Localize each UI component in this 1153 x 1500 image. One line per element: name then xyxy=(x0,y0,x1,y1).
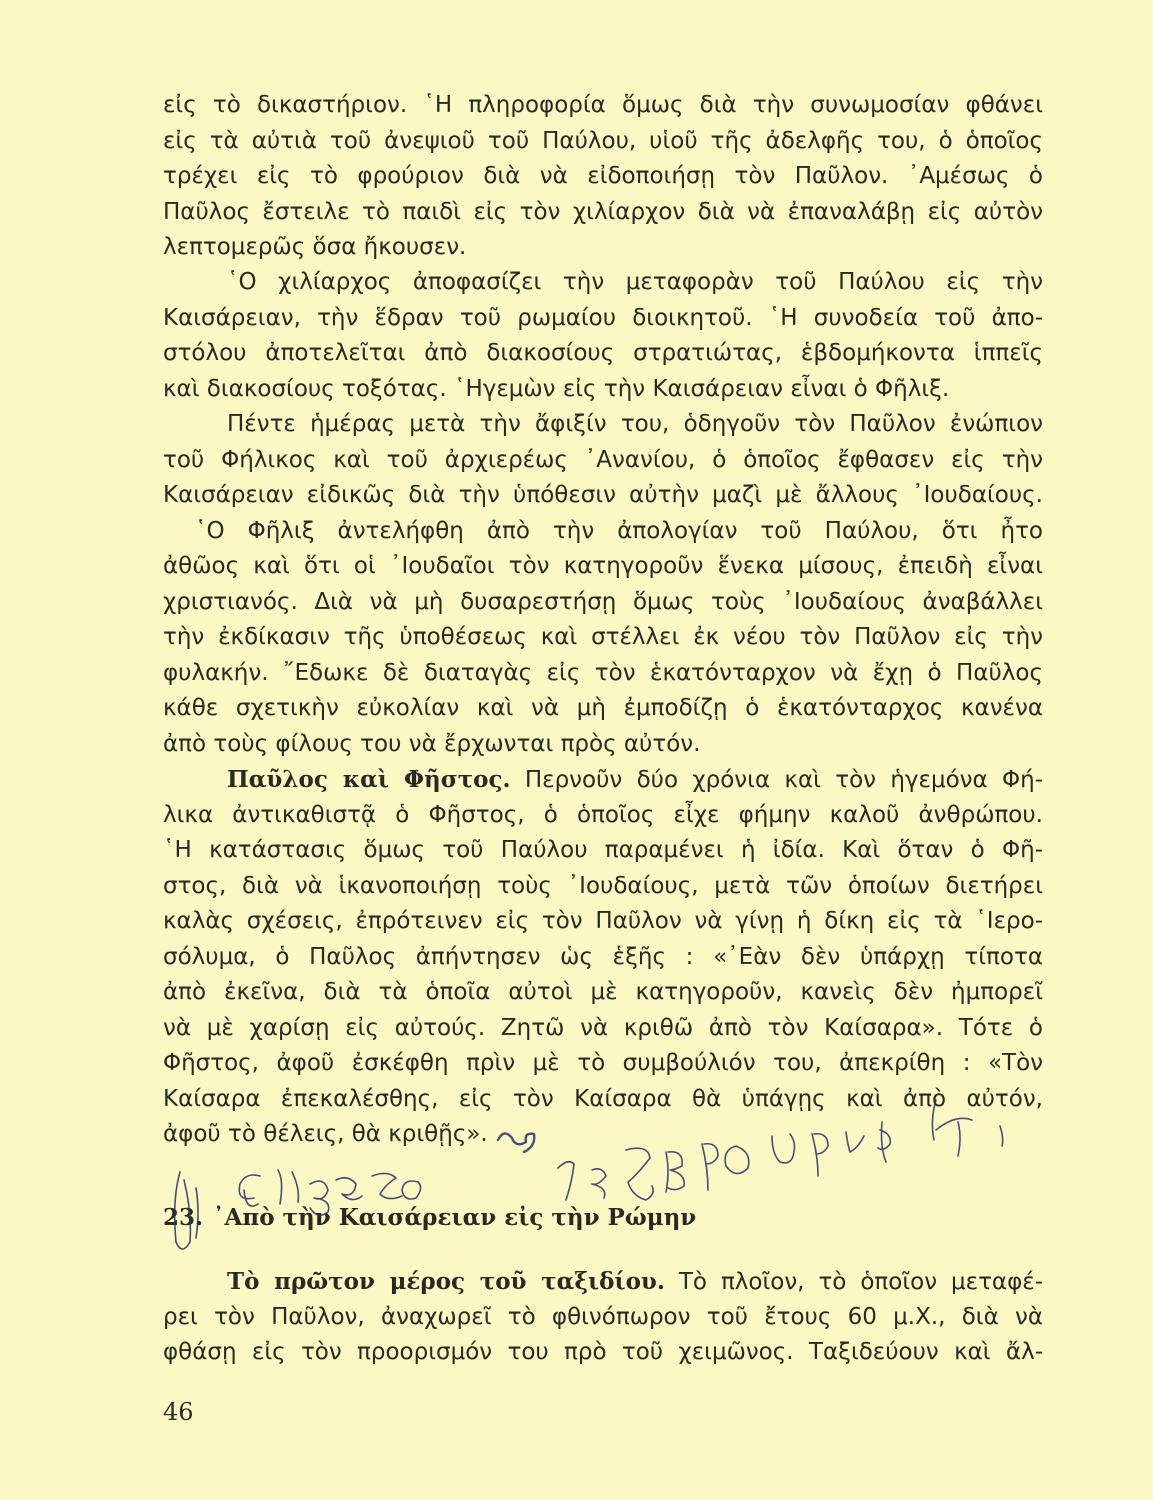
text-line: χριστιανός. Διὰ νὰ μὴ δυσαρεστήσῃ ὅμως τοὺς ᾿Ιουδαίους ἀναβάλλει xyxy=(163,588,1043,615)
chapter-number: 23. xyxy=(163,1204,204,1231)
text-line: εἰς τὰ αὐτιὰ τοῦ ἀνεψιοῦ τοῦ Παύλου, υἱοῦ τῆς ἀδελφῆς του, ὁ ὁποῖος xyxy=(163,127,1043,154)
text-line: Καίσαρα ἐπεκαλέσθης, εἰς τὸν Καίσαρα θὰ ὑπάγῃς καὶ ἀπὸ αὐτόν, xyxy=(163,1085,1043,1112)
text-line: φθάσῃ εἰς τὸν προορισμόν του πρὸ τοῦ χειμῶνος. Ταξιδεύουν καὶ ἄλ- xyxy=(163,1339,1043,1365)
chapter-title-text: ᾿Απὸ τὴν Καισάρειαν εἰς τὴν Ρώμην xyxy=(213,1204,697,1231)
paragraph-1 xyxy=(163,88,1043,266)
text-line: Παῦλος ἔστειλε τὸ παιδὶ εἰς τὸν χιλίαρχον διὰ νὰ ἐπαναλάβῃ εἰς αὐτὸν xyxy=(163,198,1043,225)
text-line: νὰ μὲ χαρίσῃ εἰς αὐτούς. Ζητῶ νὰ κριθῶ ἀπὸ τὸν Καίσαρα». Τότε ὁ xyxy=(163,1014,1043,1041)
text-line: στόλου ἀποτελεῖται ἀπὸ διακοσίους στρατιώτας, ἑβδομήκοντα ἱππεῖς xyxy=(163,340,1043,366)
text-line: λικα ἀντικαθιστᾷ ὁ Φῆστος, ὁ ὁποῖος εἶχε φήμην καλοῦ ἀνθρώπου. xyxy=(163,801,1043,828)
text-line: Καισάρειαν εἰδικῶς διὰ τὴν ὑπόθεσιν αὐτὴν μαζὶ μὲ ἄλλους ᾿Ιουδαίους. xyxy=(163,482,1043,508)
section-heading: Τὸ πρῶτον μέρος τοῦ ταξιδίου. xyxy=(227,1268,665,1295)
text-line: τὴν ἐκδίκασιν τῆς ὑποθέσεως καὶ στέλλει ἐκ νέου τὸν Παῦλον εἰς τὴν xyxy=(163,624,1043,650)
text-line: λεπτομερῶς ὅσα ἤκουσεν. xyxy=(163,234,467,260)
section-journey xyxy=(163,1264,1043,1371)
text-line: κάθε σχετικὴν εὐκολίαν καὶ νὰ μὴ ἐμποδίζῃ ὁ ἑκατόνταρχος κανένα xyxy=(163,695,1043,721)
text-line: ῾Ο χιλίαρχος ἀποφασίζει τὴν μεταφορὰν τοῦ Παύλου εἰς τὴν xyxy=(227,269,1043,295)
text-line: Φῆστος, ἀφοῦ ἐσκέφθη πρὶν μὲ τὸ συμβούλιόν του, ἀπεκρίθη : «Τὸν xyxy=(163,1050,1043,1076)
text-line: Πέντε ἡμέρας μετὰ τὴν ἄφιξίν του, ὁδηγοῦν τὸν Παῦλον ἐνώπιον xyxy=(227,411,1043,437)
page-number: 46 xyxy=(163,1398,194,1426)
text-line: ρει τὸν Παῦλον, ἀναχωρεῖ τὸ φθινόπωρον τοῦ ἔτους 60 μ.Χ., διὰ νὰ xyxy=(163,1303,1043,1330)
section-festus xyxy=(163,762,1043,1153)
text-line: εἰς τὸ δικαστήριον. ῾Η πληροφορία ὅμως διὰ τὴν συνωμοσίαν φθάνει xyxy=(163,92,1043,118)
text-line: τρέχει εἰς τὸ φρούριον διὰ νὰ εἰδοποιήσῃ τὸν Παῦλον. ᾿Αμέσως ὁ xyxy=(163,163,1043,189)
text-line: Καισάρειαν, τὴν ἕδραν τοῦ ρωμαίου διοικητοῦ. ῾Η συνοδεία τοῦ ἀπο- xyxy=(163,304,1043,331)
text-line: ἀπὸ ἐκεῖνα, διὰ τὰ ὁποῖα αὐτοὶ μὲ κατηγοροῦν, κανεὶς δὲν ἠμπορεῖ xyxy=(163,979,1043,1005)
line-rest: Περνοῦν δύο χρόνια καὶ τὸν ἡγεμόνα Φή- xyxy=(510,767,1043,793)
text-line: στος, διὰ νὰ ἱκανοποιήσῃ τοὺς ᾿Ιουδαίους, μετὰ τῶν ὁποίων διετήρει xyxy=(163,872,1043,899)
text-line: ῾Η κατάστασις ὅμως τοῦ Παύλου παραμένει ἡ ἰδία. Καὶ ὅταν ὁ Φῆ- xyxy=(163,837,1043,863)
section-heading: Παῦλος καὶ Φῆστος. xyxy=(227,766,511,793)
text-line: ῾Ο Φῆλιξ ἀντελήφθη ἀπὸ τὴν ἀπολογίαν τοῦ Παύλου, ὅτι ἦτο xyxy=(195,517,1043,544)
text-line: τοῦ Φήλικος καὶ τοῦ ἀρχιερέως ᾿Ανανίου, ὁ ὁποῖος ἔφθασεν εἰς τὴν xyxy=(163,446,1043,473)
text-line: φυλακήν. ῎Εδωκε δὲ διαταγὰς εἰς τὸν ἑκατόνταρχον νὰ ἔχῃ ὁ Παῦλος xyxy=(163,659,1043,686)
chapter-title xyxy=(163,1204,696,1231)
line-rest: Τὸ πλοῖον, τὸ ὁποῖον μεταφέ- xyxy=(664,1269,1043,1295)
paragraph-3 xyxy=(163,407,1043,762)
text-line xyxy=(163,1264,1043,1300)
text-line: ἀπὸ τοὺς φίλους του νὰ ἔρχωνται πρὸς αὐτόν. xyxy=(163,730,701,757)
text-line: ἀφοῦ τὸ θέλεις, θὰ κριθῇς». xyxy=(163,1121,488,1147)
text-line xyxy=(163,762,1043,798)
paragraph-2 xyxy=(163,265,1043,407)
text-line: σόλυμα, ὁ Παῦλος ἀπήντησεν ὡς ἑξῆς : «᾿Εὰν δὲν ὑπάρχῃ τίποτα xyxy=(163,943,1043,970)
text-line: καὶ διακοσίους τοξότας. ῾Ηγεμὼν εἰς τὴν Καισάρειαν εἶναι ὁ Φῆλιξ. xyxy=(163,375,950,402)
text-line: καλὰς σχέσεις, ἐπρότεινεν εἰς τὸν Παῦλον νὰ γίνῃ ἡ δίκη εἰς τὰ ῾Ιερο- xyxy=(163,908,1043,934)
text-line: ἀθῶος καὶ ὅτι οἱ ᾿Ιουδαῖοι τὸν κατηγοροῦν ἕνεκα μίσους, ἐπειδὴ εἶναι xyxy=(163,553,1043,579)
